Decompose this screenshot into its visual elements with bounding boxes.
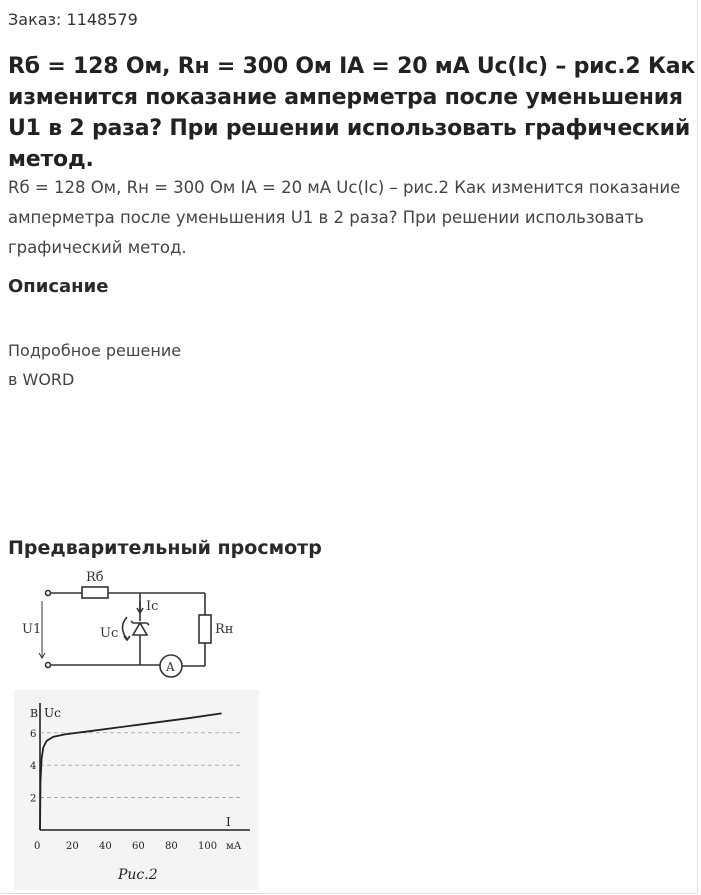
x-unit: мА [226,841,242,852]
preview-figure [0,565,270,895]
y-unit: В [30,707,39,720]
task-text: Rб = 128 Ом, Rн = 300 Ом IA = 20 мА Uc(Ic) – рис.2 Как изменится показание амперметра после уменьшения U1 в 2 раза? При решении использовать графический метод. [8,178,681,257]
x-tick-label: 100 [198,841,218,852]
x-tick-label: 20 [66,841,79,852]
y-axis-label: Uc [44,706,61,720]
y-tick-label: 6 [30,728,37,740]
x-tick-label: 40 [99,841,112,852]
preview-image [0,565,270,895]
description-line-2: в WORD [8,370,75,389]
resistor-rb [82,587,108,598]
label-rb: Rб [86,570,104,585]
y-tick-label: 2 [30,793,37,805]
zener-triangle [133,623,147,635]
circuit-diagram [39,587,211,677]
graph-paper [14,690,259,890]
terminal-top [46,591,51,596]
preview-heading: Предварительный просмотр [8,537,322,559]
label-ammeter: A [166,660,175,674]
x-tick-label: 0 [34,841,41,852]
x-tick-label: 60 [132,841,145,852]
task-title: Rб = 128 Ом, Rн = 300 Ом IA = 20 мА Uc(Ic) – рис.2 Как изменится показание амперметра после уменьшения U1 в 2 раза? При решении использовать графический метод. [8,54,696,172]
description-line-1: Подробное решение [8,341,182,360]
order-number: Заказ: 1148579 [8,10,138,29]
resistor-rn [199,615,211,643]
y-tick-label: 4 [30,761,37,773]
figure-caption: Рис.2 [118,867,158,883]
label-uc: Uc [100,626,119,641]
x-tick-label: 80 [165,841,178,852]
terminal-bottom [46,663,51,668]
label-ic: Ic [146,599,159,614]
label-u1: U1 [22,622,42,637]
x-axis-label: I [226,815,231,829]
description-heading: Описание [8,276,109,297]
label-rn: Rн [215,622,234,637]
